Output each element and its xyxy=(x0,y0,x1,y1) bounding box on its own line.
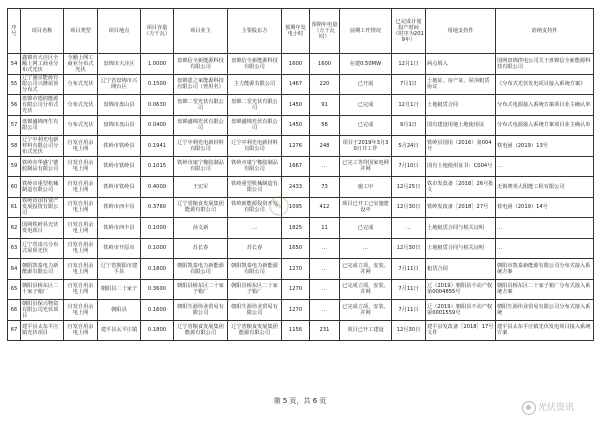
table-cell: 0.1800 xyxy=(141,320,174,341)
table-cell: 60 xyxy=(8,177,21,198)
table-row xyxy=(8,74,594,95)
table-row xyxy=(8,259,594,280)
table-cell: 1156 xyxy=(282,320,310,341)
table-cell: 盘锦二堂光伏有限公司 xyxy=(174,95,228,116)
table-cell: 朝阳县桥东区二十家子箱厂 xyxy=(228,279,282,300)
table-cell: 辽宁中利光电新材料有限公司 xyxy=(174,136,228,157)
table-cell: 自发自用余电上网 xyxy=(64,156,98,177)
table-cell: 自发自用余电上网 xyxy=(64,218,98,239)
col-preliminary: 前期工作情况 xyxy=(340,9,392,54)
table-cell: 铁岭市康宁橡胶制品有限公司 xyxy=(228,156,282,177)
table-cell: 朝阳凯泰电力新能源有限公司 xyxy=(228,259,282,280)
table-row xyxy=(8,115,594,136)
table-cell: 1450 xyxy=(282,115,310,136)
table-cell: 朝阳县 xyxy=(98,300,141,321)
table-cell: 苏长春 xyxy=(174,238,228,259)
table-cell: 项目已开工已实施建设中 xyxy=(340,197,392,218)
table-cell: 分布式光伏 xyxy=(64,95,98,116)
table-cell: 铁岭市铁岭县 xyxy=(98,177,141,198)
col-land-doc: 用地支持件 xyxy=(426,9,496,54)
table-cell: 自发自用余电上网 xyxy=(64,238,98,259)
table-cell: 1825 xyxy=(282,218,310,239)
table-cell: 57 xyxy=(8,115,21,136)
table-cell: 已完成立项，安装、并网 xyxy=(340,279,392,300)
table-cell: 7月11日 xyxy=(392,300,426,321)
table-cell: 鑫锦市大洼区全额上网工商业分布式光伏 xyxy=(21,54,64,75)
table-cell: 55 xyxy=(8,74,21,95)
table-cell: 分布式光伏 xyxy=(64,115,98,136)
table-cell: 土地租赁合同与相关证明 xyxy=(426,218,496,239)
watermark-text: 光伏资讯 xyxy=(538,403,575,413)
table-cell: 0.1000 xyxy=(141,238,174,259)
table-cell: 412 xyxy=(310,197,340,218)
table-cell: 王宏军 xyxy=(174,177,228,198)
table-cell: 铁市发改备［2018］26号批文 xyxy=(426,177,496,198)
table-cell: 1276 xyxy=(282,136,310,157)
table-cell: 全额上网工商业分布式光伏 xyxy=(64,54,98,75)
table-cell: 国网铁岭县光伏发电项目 xyxy=(21,218,64,239)
table-row xyxy=(8,136,594,157)
table-cell: 施工中 xyxy=(340,177,392,198)
table-cell: 1270 xyxy=(282,300,310,321)
table-cell: 自发自用余电上网 xyxy=(64,136,98,157)
table-cell: 自发自用余电上网 xyxy=(64,320,98,341)
header-row xyxy=(8,9,594,54)
table-cell: 盘锦市盘山县 xyxy=(98,95,141,116)
table-cell: 0.1941 xyxy=(141,136,174,157)
table-cell: 铁岭市西丰县 xyxy=(98,197,141,218)
table-cell: 220 xyxy=(310,74,340,95)
table-row xyxy=(8,279,594,300)
table-cell: 《分布式光伏发电项目接入系统方案》 xyxy=(496,74,594,95)
table-cell: 辽宁省盘锦市兴隆台区 xyxy=(98,74,141,95)
table-cell: 0.1000 xyxy=(141,218,174,239)
table-cell: 辽宁盛京能源有限公司兴隆屋顶分布式 xyxy=(21,74,64,95)
table-cell: 12月30日 xyxy=(392,197,426,218)
table-cell: 土地租赁合同 xyxy=(426,95,496,116)
table-row xyxy=(8,320,594,341)
page-footer: 第 5 页，共 6 页 xyxy=(273,397,327,405)
table-cell: 朝阳县保兴物资有限公司光伏项目 xyxy=(21,300,64,321)
table-cell: 2433 xyxy=(282,177,310,198)
table-cell: 自发自用余电上网 xyxy=(64,300,98,321)
table-cell: … xyxy=(496,218,594,239)
table-cell: 盘锦二堂光伏有限公司 xyxy=(228,95,282,116)
table-cell: 1600 xyxy=(310,54,340,75)
table-cell: … xyxy=(340,238,392,259)
table-cell: 已完成 xyxy=(340,95,392,116)
center-watermark-icon xyxy=(268,195,290,217)
table-cell: 分布式电源接入系统方案项目业主确认单 xyxy=(496,115,594,136)
table-cell: 分布式电源接入系统方案项目业主确认单 xyxy=(496,95,594,116)
table-cell: 73 xyxy=(310,177,340,198)
table-cell: 0.4000 xyxy=(141,177,174,198)
col-date: 已完成计划投产时间（时序为2019年） xyxy=(392,9,426,54)
table-cell: 12月30日 xyxy=(392,238,426,259)
table-cell: 已开展 xyxy=(340,74,392,95)
table-cell: 62 xyxy=(8,218,21,239)
table-cell: 231 xyxy=(310,320,340,341)
table-cell: 1650 xyxy=(282,238,310,259)
table-cell: 58 xyxy=(8,136,21,157)
table-row xyxy=(8,197,594,218)
table-cell: 铁岭发改备［2018］27号 xyxy=(426,197,496,218)
table-cell: 盘锦恩之家能源科技有限公司（曾用名） xyxy=(174,74,228,95)
table-row xyxy=(8,177,594,198)
table-cell: 两点填入 xyxy=(426,54,496,75)
table-cell: … xyxy=(392,218,426,239)
table-cell: 辽（2019）朝阳县不动产权第0001559号 xyxy=(426,300,496,321)
col-energy: 预期年电量（万千瓦时） xyxy=(310,9,340,54)
table-row xyxy=(8,54,594,75)
table-cell: 63 xyxy=(8,238,21,259)
watermark xyxy=(522,400,586,416)
table-cell: 朝阳生源伟业贸易有限公司 xyxy=(228,300,282,321)
table-cell: 1270 xyxy=(282,259,310,280)
table-cell: 64 xyxy=(8,259,21,280)
table-cell: 0.1800 xyxy=(141,259,174,280)
col-location: 项目地点 xyxy=(98,9,141,54)
table-cell: 项目于2019年3月30日并工作 xyxy=(340,136,392,157)
table-cell: 1.0000 xyxy=(141,54,174,75)
table-cell: 铁岭市康宁橡胶制品有限公司 xyxy=(174,156,228,177)
table-cell: 自发自用余电上网 xyxy=(64,177,98,198)
table-cell: 盘锦市德润能源有限公司分布式光伏 xyxy=(21,95,64,116)
table-cell: 在建0.50MW xyxy=(340,54,392,75)
project-table xyxy=(7,8,594,341)
table-cell: 国有土地使用证书：C004号 xyxy=(426,156,496,177)
table-cell: 主力能源有限公司 xyxy=(228,74,282,95)
table-cell: 铁岭市西丰县 xyxy=(98,218,141,239)
table-cell: 无锡赛英大阳能工程有限公司 xyxy=(496,177,594,198)
table-cell: 0.0630 xyxy=(141,95,174,116)
table-cell: 铁岭新能源投资开发有限公司 xyxy=(228,197,282,218)
table-cell: 铁电函（2019）14号 xyxy=(496,197,594,218)
table-cell: 0.1500 xyxy=(141,74,174,95)
table-cell: 朝阳凯泰电力新能源有限公司 xyxy=(21,259,64,280)
table-cell: 铁岭重型机械制造有限公司 xyxy=(228,177,282,198)
table-cell: 11 xyxy=(310,218,340,239)
table-cell: 项目已开工建设 xyxy=(340,320,392,341)
table-cell: 辽宁中利光电新材料有限公司 xyxy=(228,136,282,157)
table-cell: … xyxy=(310,156,340,177)
table-cell: 建平县发改备［2018］17号文件 xyxy=(426,320,496,341)
table-cell: … xyxy=(496,238,594,259)
table-cell: 建平县太平庄镇 xyxy=(98,320,141,341)
table-cell: 朝阳县桥东区二十家子箱厂 xyxy=(174,279,228,300)
table-row xyxy=(8,218,594,239)
table-cell: 1600 xyxy=(282,54,310,75)
table-cell: 自发自用余电上网 xyxy=(64,279,98,300)
table-cell: 朝阳市凯泰新能源有限公司分布式接入系统方案 xyxy=(496,259,594,280)
table-cell: 辽宁省粮食发展集团能源有限公司 xyxy=(174,197,228,218)
table-cell: 铁岭市铁岭县 xyxy=(98,136,141,157)
table-cell: 朝阳凯泰电力新能源有限公司 xyxy=(174,259,228,280)
table-cell: 已完成 xyxy=(340,218,392,239)
table-cell: 土地证、房产证、屋顶租赁协议 xyxy=(426,74,496,95)
table-cell: 91 xyxy=(310,95,340,116)
table-cell: 朝阳生源伟业贸易有限公司分布式接入系统 xyxy=(496,300,594,321)
table-cell: 孙文新 xyxy=(174,218,228,239)
table-cell: 朝阳县桥东区二十家子箱厂分布式接入系统方案 xyxy=(496,279,594,300)
table-cell: 0.0400 xyxy=(141,115,174,136)
table-cell: 辽宁省凌兴分布式屋顶光伏 xyxy=(21,238,64,259)
table-cell: … xyxy=(228,218,282,239)
table-cell: 分布式光伏 xyxy=(64,74,98,95)
table-cell: 7月1日 xyxy=(392,74,426,95)
table-cell: 辽宁省粮食发展集团能源有限公司 xyxy=(174,320,228,341)
col-shareholder: 主要股东方 xyxy=(228,9,282,54)
table-row xyxy=(8,300,594,321)
col-hours: 预期年发电小时 xyxy=(282,9,310,54)
table-cell: 66 xyxy=(8,300,21,321)
table-cell: 建平县太东平庄镇光伏项目 xyxy=(21,320,64,341)
table-cell: 盘锦信全新能源科技有限公司 xyxy=(174,54,228,75)
table-cell: 已完成 xyxy=(340,115,392,136)
table-cell: 铁电函（2019）13号 xyxy=(496,136,594,157)
table-cell: 1667 xyxy=(282,156,310,177)
col-capacity: 项目容量（万千瓦） xyxy=(141,9,174,54)
table-cell: 7月11日 xyxy=(392,259,426,280)
table-cell: 铁岭县国用（2016）第004号 xyxy=(426,136,496,157)
table-cell: 已完工等待国家电网并网 xyxy=(340,156,392,177)
table-cell: … xyxy=(310,259,340,280)
table-cell: 朝阳县桥东区二十家子箱厂 xyxy=(21,279,64,300)
table-cell: 12月25日 xyxy=(392,177,426,198)
table-cell: 朝阳生源伟业贸易有限公司 xyxy=(174,300,228,321)
table-cell: 朝阳县二十家子 xyxy=(98,279,141,300)
table-cell: 58 xyxy=(310,115,340,136)
table-row xyxy=(8,156,594,177)
table-cell: 5月24日 xyxy=(392,136,426,157)
table-cell: 建平县太东平庄镇光伏发电项目接入系统方案 xyxy=(496,320,594,341)
table-cell: 盘锦盛锦光伏有限公司 xyxy=(228,115,282,136)
table-cell: 54 xyxy=(8,54,21,75)
table-cell: 59 xyxy=(8,156,21,177)
table-cell: 1467 xyxy=(282,74,310,95)
table-row xyxy=(8,95,594,116)
table-cell: 65 xyxy=(8,279,21,300)
table-cell: 盘锦盛锦再生有限公司 xyxy=(21,115,64,136)
table-cell: 自发自用余电上网 xyxy=(64,197,98,218)
table-cell: 铁岭市重型机械制造有限公司 xyxy=(21,177,64,198)
table-cell: … xyxy=(496,156,594,177)
table-cell: 盘锦盛锦光伏有限公司 xyxy=(174,115,228,136)
table-cell: 已完成立项，安装、并网 xyxy=(340,259,392,280)
table-cell: 1270 xyxy=(282,279,310,300)
table-cell: 租赁合同 xyxy=(426,259,496,280)
table-cell: 盘锦信全新能源科技有限公司 xyxy=(228,54,282,75)
table-cell: 辽（2019）朝阳县不动产权第0004855号 xyxy=(426,279,496,300)
table-cell: … xyxy=(310,279,340,300)
table-cell: 12月30日 xyxy=(392,320,426,341)
col-project-type: 项目类型 xyxy=(64,9,98,54)
table-cell: 12月1日 xyxy=(392,54,426,75)
table-cell: 0.1600 xyxy=(141,300,174,321)
table-cell: 铁岭市华盛宁德胶制品有限公司 xyxy=(21,156,64,177)
table-cell: 9月1日 xyxy=(392,115,426,136)
col-index: 序号 xyxy=(8,9,21,54)
table-cell: 1095 xyxy=(282,197,310,218)
table-cell: 67 xyxy=(8,320,21,341)
table-cell: … xyxy=(310,300,340,321)
table-cell: 盘锦市大洼区 xyxy=(98,54,141,75)
col-owner: 项目业主 xyxy=(174,9,228,54)
table-cell: 7月11日 xyxy=(392,279,426,300)
table-cell: 0.3600 xyxy=(141,279,174,300)
table-cell: 国网盘锦供电公司关于盘锦信全新能源科技有限公司 xyxy=(496,54,594,75)
table-cell: 0.1015 xyxy=(141,156,174,177)
col-grid-doc: 消纳支持件 xyxy=(496,9,594,54)
table-cell: 7月10日 xyxy=(392,156,426,177)
table-cell: 12月1日 xyxy=(392,95,426,116)
table-cell: 土地租赁合同与相关证明 xyxy=(426,238,496,259)
table-cell: 盘锦市盘山县 xyxy=(98,115,141,136)
table-cell: 铁岭市开原市 xyxy=(98,238,141,259)
table-cell: 61 xyxy=(8,197,21,218)
table-cell: 56 xyxy=(8,95,21,116)
table-cell: 自发自用余电上网 xyxy=(64,259,98,280)
table-cell: 0.3760 xyxy=(141,197,174,218)
table-cell: 辽宁中利光电新材料有限公司分布式光伏 xyxy=(21,136,64,157)
table-cell: 1450 xyxy=(282,95,310,116)
table-cell: 辽宁省朝阳市建平县 xyxy=(98,259,141,280)
table-cell: 已完成立项，安装、并网 xyxy=(340,300,392,321)
table-row xyxy=(8,238,594,259)
table-cell: 辽宁省粮食发展集团能源有限公司 xyxy=(228,320,282,341)
table-cell: 铁岭市铁岭县 xyxy=(98,156,141,177)
table-cell: 国有建设用地土地使用证 xyxy=(426,115,496,136)
table-cell: … xyxy=(310,238,340,259)
table-cell: 苏长春 xyxy=(228,238,282,259)
table-cell: 铁岭市国有资产发展投资有限公司 xyxy=(21,197,64,218)
table-cell: 248 xyxy=(310,136,340,157)
col-project-name: 项目名称 xyxy=(21,9,64,54)
watermark-logo-icon xyxy=(522,401,536,415)
